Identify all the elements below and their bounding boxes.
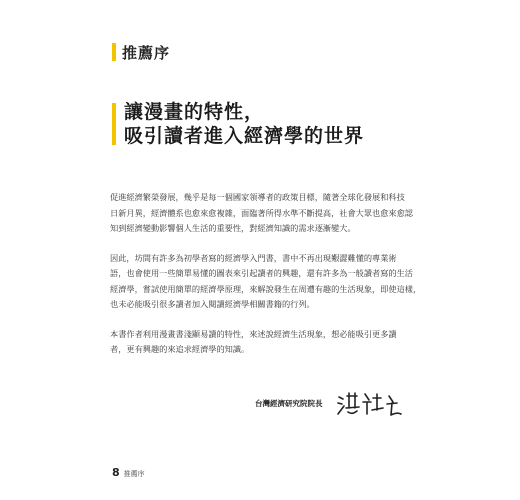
- accent-bar: [112, 43, 116, 61]
- paragraph-3: [110, 327, 426, 358]
- headline-line-2: 吸引讀者進入經濟學的世界: [124, 125, 365, 147]
- paragraph-line: 促進經濟繁榮發展，幾乎是每一個國家領導者的政策目標，隨著全球化發展和科技: [110, 192, 405, 202]
- paragraph-2: [110, 251, 426, 313]
- page-footer: [112, 466, 145, 479]
- headline-line-1: 讓漫畫的特性，: [124, 101, 265, 123]
- section-title: 推薦序: [122, 43, 171, 62]
- headline-accent-bar: [112, 103, 116, 145]
- handwritten-signature: [335, 388, 405, 418]
- paragraph-line: 知到經濟變動影響個人生活的重要性，對經濟知識的需求逐漸變大。: [110, 223, 356, 233]
- paragraph-line: 本書作者利用漫畫書淺顯易讀的特性，來述說經濟生活現象，想必能吸引更多讀: [110, 328, 397, 339]
- paragraph-line: 也未必能吸引很多讀者加入閱讀經濟學相關書籍的行列。: [110, 299, 315, 309]
- paragraph-line: 經濟學，嘗試使用簡單的經濟學原理，來解說發生在周遭有趣的生活現象，即使這樣，: [110, 283, 422, 294]
- paragraph-line: 日新月異，經濟體系也愈來愈複雜，面臨著所得水準不斷提高，社會大眾也愈來愈認: [110, 207, 413, 218]
- body-text: [110, 190, 426, 372]
- paragraph-line: 語，也會使用一些簡單易懂的圖表來引起讀者的興趣，還有許多為一般讀者寫的生活: [110, 268, 413, 278]
- signature-title: 台灣經濟研究院院長: [255, 398, 323, 408]
- paragraph-1: [110, 190, 426, 237]
- paragraph-line: 因此，坊間有許多為初學者寫的經濟學入門書，書中不再出現艱澀難懂的專業術: [110, 252, 397, 263]
- footer-label: 推薦序: [123, 470, 145, 478]
- section-header: [112, 42, 170, 62]
- headline: [112, 100, 364, 148]
- paragraph-line: 者，更有興趣的來追求經濟學的知識。: [110, 344, 250, 354]
- page-number: 8: [112, 466, 120, 479]
- signature-block: [255, 388, 405, 418]
